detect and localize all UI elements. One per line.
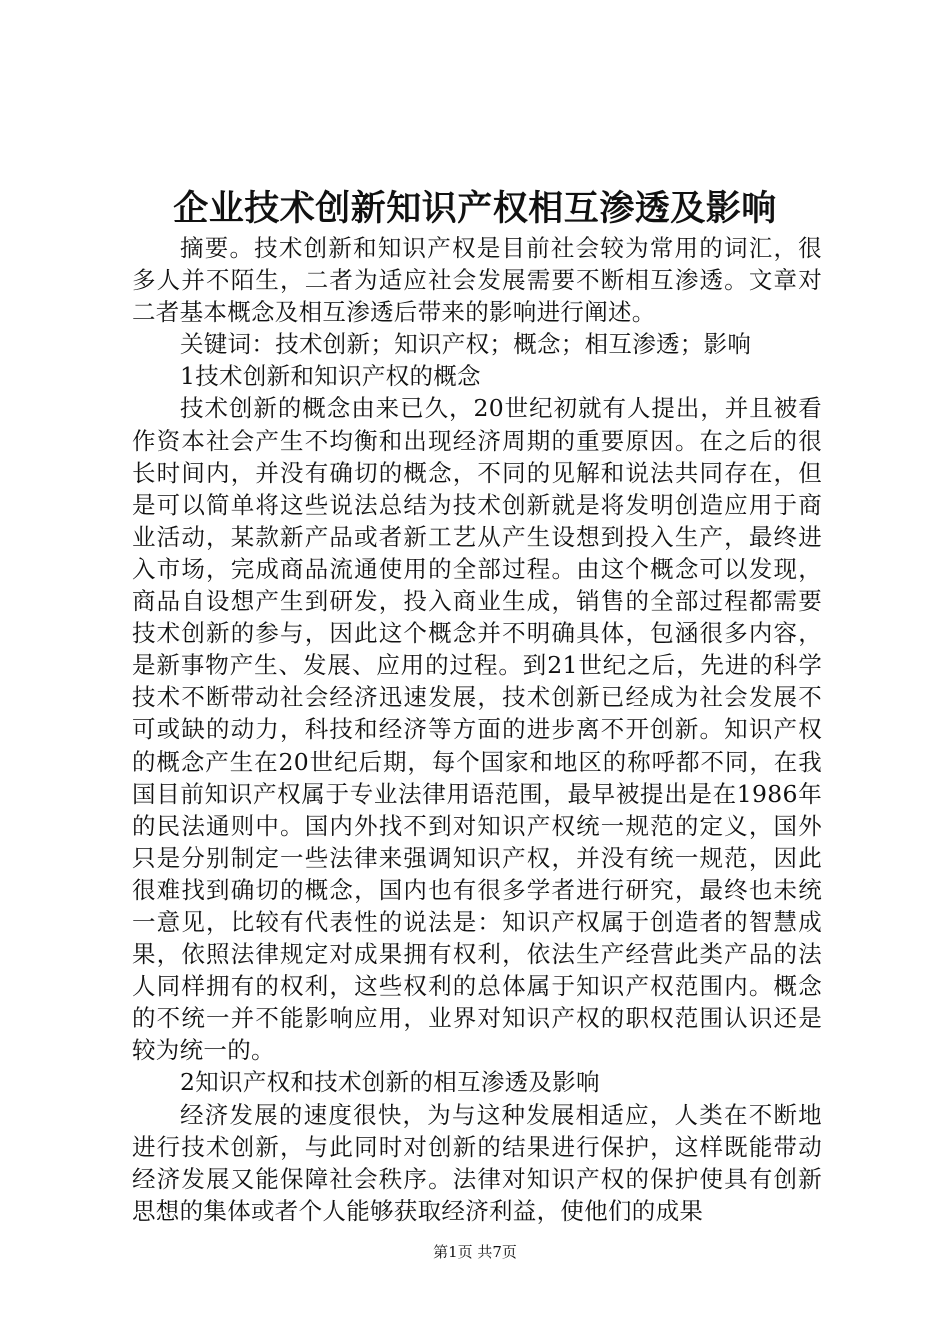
document-title: 企业技术创新知识产权相互渗透及影响	[173, 188, 777, 229]
page-number-footer: 第1页 共7页	[433, 1243, 517, 1261]
section-2-paragraph: 经济发展的速度很快，为与这种发展相适应，人类在不断地进行技术创新，与此同时对创新的结果进行保护，这样既能带动经济发展又能保障社会秩序。法律对知识产权的保护使具有创新思想的集体或者个人能够获取经济利益，使他们的成果	[132, 1100, 822, 1225]
keywords-line: 关键词：技术创新；知识产权；概念；相互渗透；影响	[180, 330, 752, 359]
abstract-paragraph: 摘要。技术创新和知识产权是目前社会较为常用的词汇，很多人并不陌生，二者为适应社会发展需要不断相互渗透。文章对二者基本概念及相互渗透后带来的影响进行阐述。	[132, 234, 822, 327]
section-1-paragraph: 技术创新的概念由来已久，20世纪初就有人提出，并且被看作资本社会产生不均衡和出现经济周期的重要原因。在之后的很长时间内，并没有确切的概念，不同的见解和说法共同存在，但是可以简单将这些说法总结为技术创新就是将发明创造应用于商业活动，某款新产品或者新工艺从产生设想到投入生产，最终进入市场，完成商品流通使用的全部过程。由这个概念可以发现，商品自设想产生到研发，投入商业生成，销售的全部过程都需要技术创新的参与，因此这个概念并不明确具体，包涵很多内容，是新事物产生、发展、应用的过程。到21世纪之后，先进的科学技术不断带动社会经济迅速发展，技术创新已经成为社会发展不可或缺的动力，科技和经济等方面的进步离不开创新。知识产权的概念产生在20世纪后期，每个国家和地区的称呼都不同，在我国目前知识产权属于专业法律用语范围，最早被提出是在1986年的民法通则中。国内外找不到对知识产权统一规范的定义，国外只是分别制定一些法律来强调知识产权，并没有统一规范，因此很难找到确切的概念，国内也有很多学者进行研究，最终也未统一意见，比较有代表性的说法是：知识产权属于创造者的智慧成果，依照法律规定对成果拥有权利，依法生产经营此类产品的法人同样拥有的权利，这些权利的总体属于知识产权范围内。概念的不统一并不能影响应用，业界对知识产权的职权范围认识还是较为统一的。	[132, 394, 822, 1065]
section-1-heading: 1技术创新和知识产权的概念	[180, 362, 481, 391]
document-body	[132, 232, 822, 1227]
section-2-heading: 2知识产权和技术创新的相互渗透及影响	[180, 1068, 600, 1097]
